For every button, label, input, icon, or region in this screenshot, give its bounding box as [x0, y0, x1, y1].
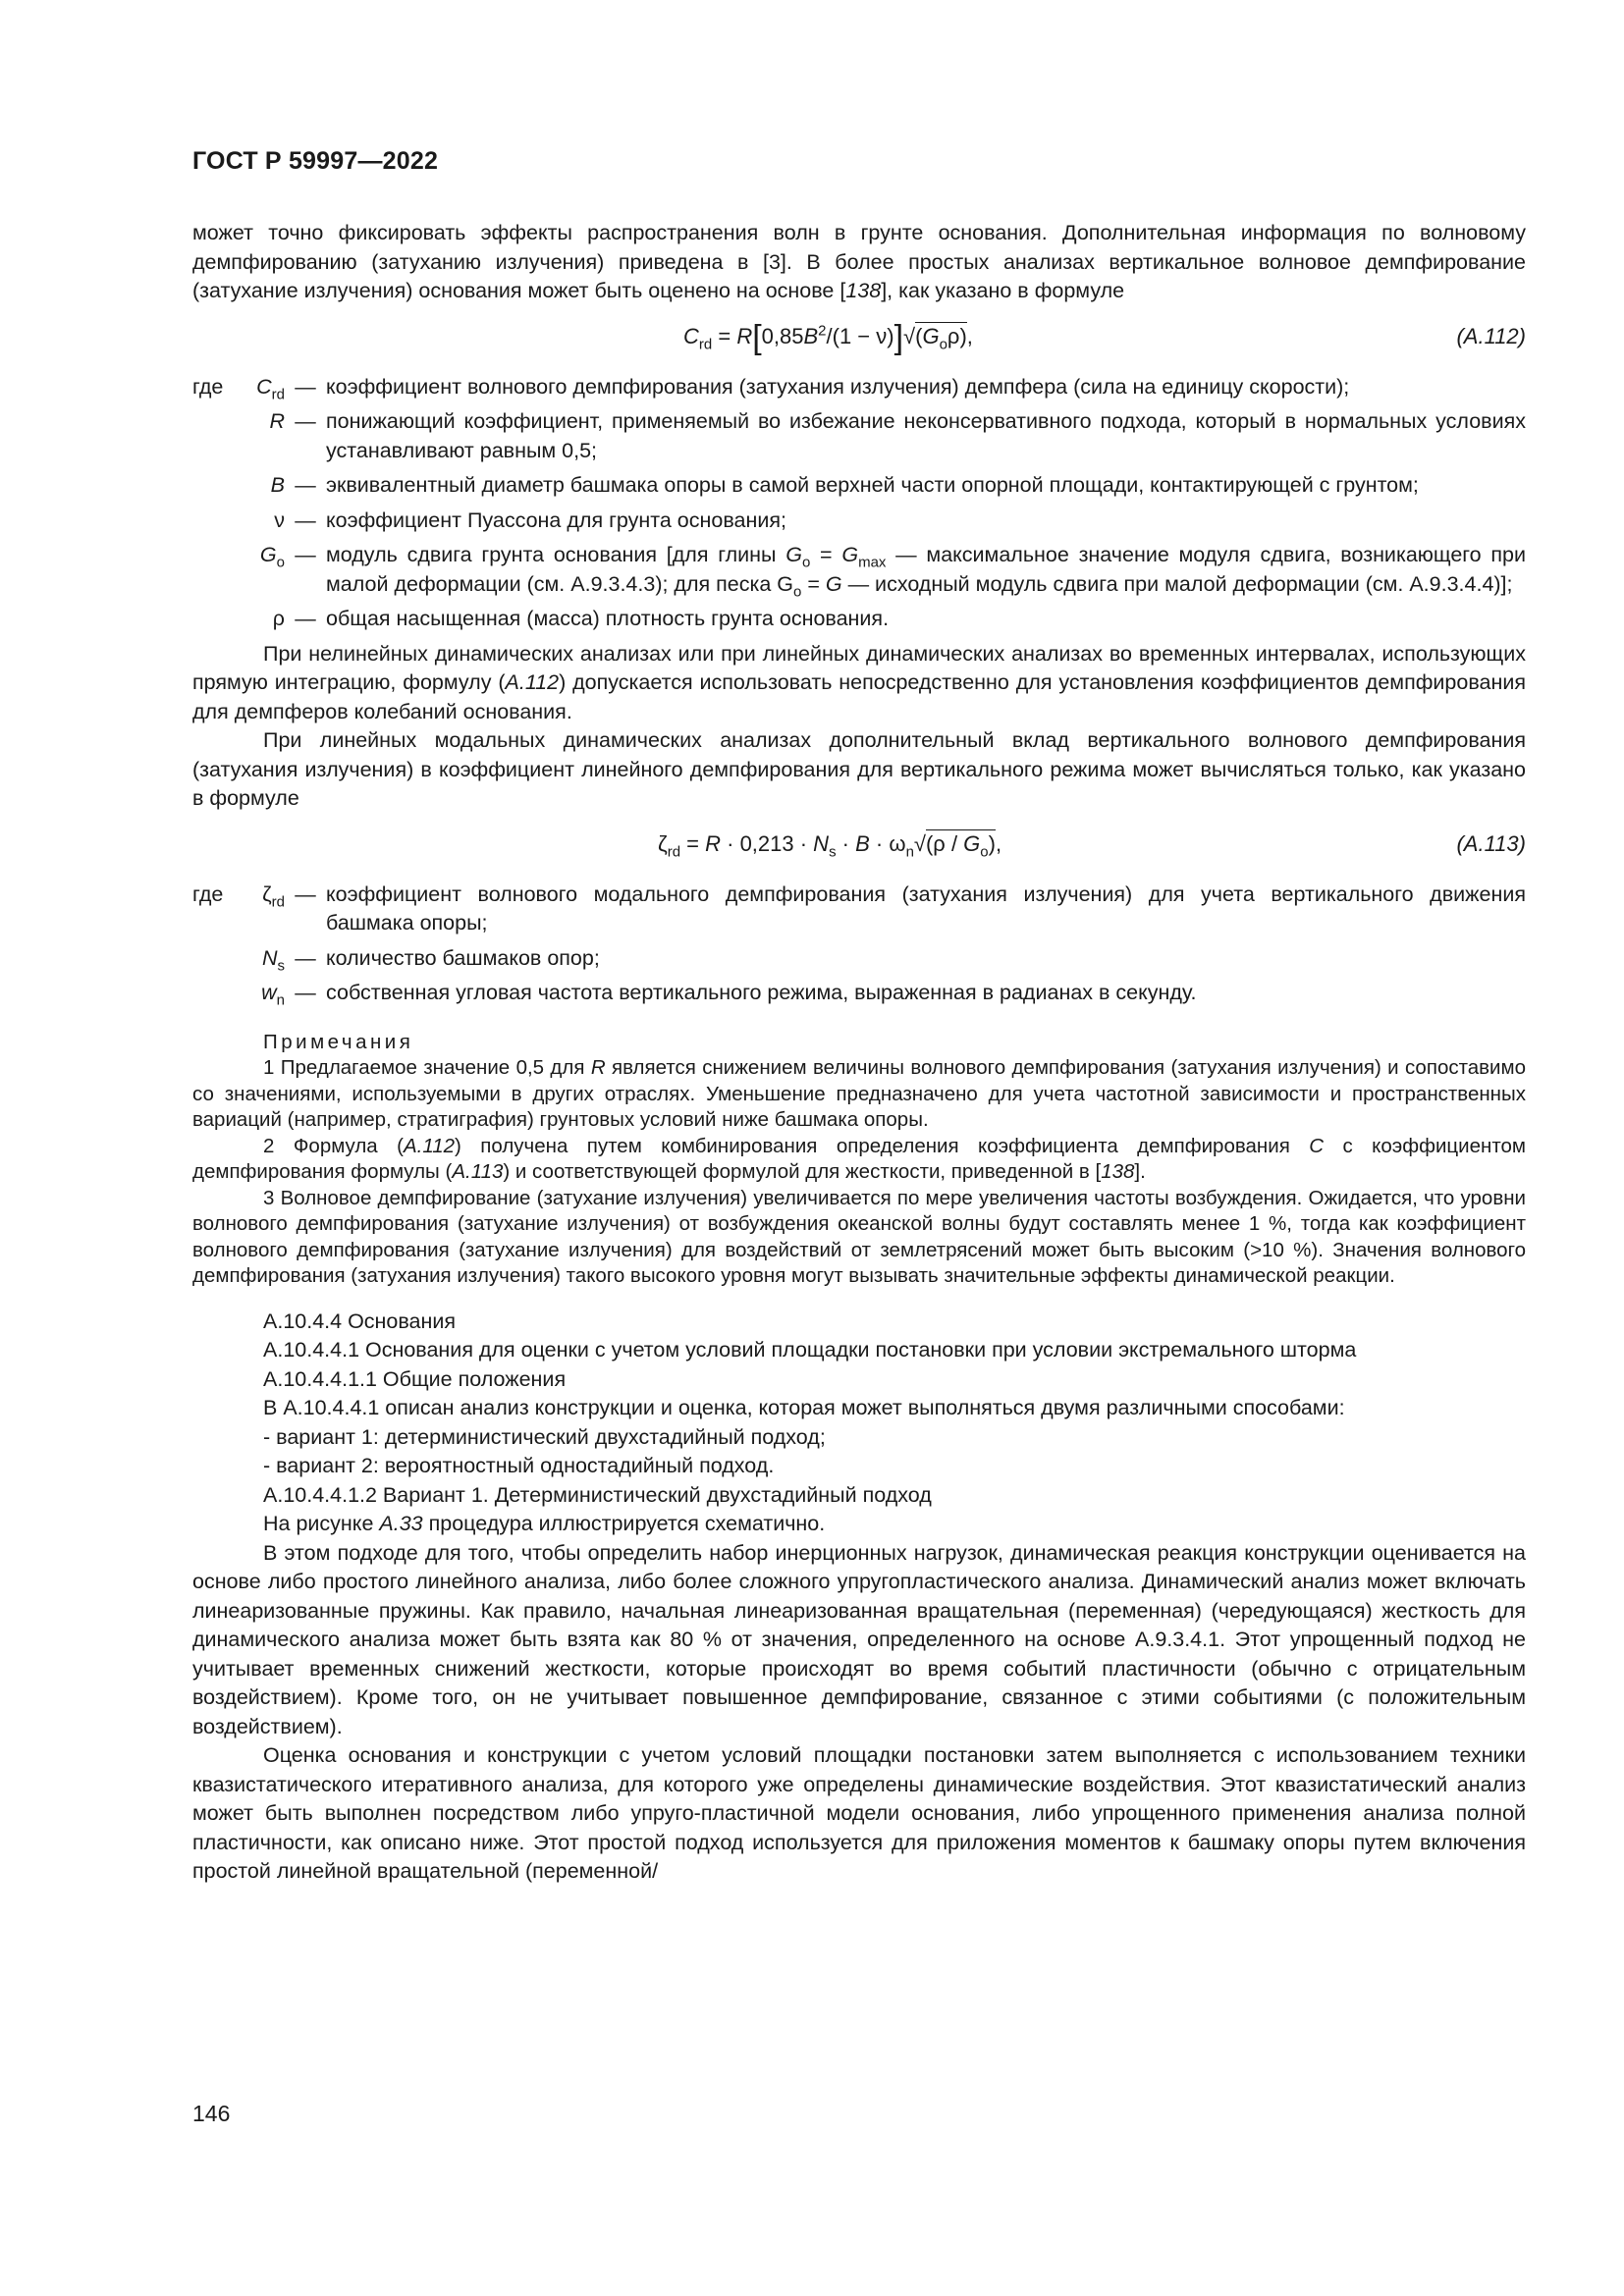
definition-item: ρ — общая насыщенная (масса) плотность грунта основания. — [272, 607, 890, 630]
definition-item: где $\zeta_{rd}$ — коэффициент волнового модального демпфирования (затухания излучения) для учета вертикального движения башмака опоры; — [192, 881, 1526, 934]
formula-a112 — [192, 310, 1526, 367]
formula-a112-number: (A.112) — [1456, 323, 1526, 348]
document-page — [192, 147, 1526, 1887]
sqrt-sign-icon: √ — [903, 323, 916, 348]
note-2: 2 Формула (A.112) получена путем комбинирования определения коэффициента демпфирования C с коэффициентом демпфирования формулы (A.113) и соответствующей формулой для жесткости, приведенной в [138]. — [192, 1134, 1526, 1183]
paragraph: В А.10.4.4.1 описан анализ конструкции и оценка, которая может выполняться двумя различными способами: — [263, 1396, 1345, 1419]
section-heading: А.10.4.4.1 Основания для оценки с учетом условий площадки постановки при условии экстремального шторма — [263, 1338, 1357, 1362]
paragraph: В этом подходе для того, чтобы определить набор инерционных нагрузок, динамическая реакция конструкции оценивается на основе либо простого линейного анализа, либо более сложного упругопластического анализа. Динамический анализ может включать линеаризованные пружины. Как правило, начальная линеаризованная вращательная (переменная) (чередующаяся) жесткость для динамического анализа может быть взята как 80 % от значения, определенного на основе А.9.3.4.1. Этот упрощенный подход не учитывает временных снижений жесткости, которые происходят во время событий пластичности (обычно с отрицательным воздействием). Кроме того, он не учитывает повышенное демпфирование, связанное с этими событиями (с положительным воздействием). — [192, 1540, 1526, 1738]
formula-a113-number: (A.113) — [1456, 830, 1526, 856]
definition-item: $G_o$ — модуль сдвига грунта основания [для глины $G_o = G_{max}$ — максимальное значение модуля сдвига, возникающего при малой деформации (см. А.9.3.4.3); для песка $G_o = G$ — исходный модуль сдвига при малой деформации (см. А.9.3.4.4)]; — [259, 543, 1526, 600]
section-heading: А.10.4.4 Основания — [263, 1308, 457, 1333]
formula-a113-expression: $\zeta_{rd} = R \cdot 0,213 \cdot N_s \cdot B \cdot \omega_n√(\rho / G_o)$, — [658, 830, 1002, 860]
document-header: ГОСТ Р 59997—2022 — [192, 147, 439, 175]
page-number: 146 — [192, 2101, 231, 2126]
formula-a112-expression: $C_{rd} = R[0,85B^2/(1 - \nu)]√(G_o\rho)$, — [683, 318, 973, 356]
paragraph: При нелинейных динамических анализах или при линейных динамических анализах во временных интервалах, использующих прямую интеграцию, формулу (A.112) допускается использовать непосредственно для установления коэффициентов демпфирования для демпферов колебаний основания. — [192, 641, 1526, 723]
definition-item: R — понижающий коэффициент, применяемый во избежание неконсервативного подхода, который в нормальных условиях устанавливают равным 0,5; — [269, 409, 1526, 462]
document-body — [192, 219, 1526, 1887]
where-list-a112 — [192, 373, 1526, 634]
paragraph: При линейных модальных динамических анализах дополнительный вклад вертикального волнового демпфирования (затухания излучения) в коэффициент линейного демпфирования для вертикального режима может вычисляться только, как указано в формуле — [192, 728, 1526, 810]
note-3: 3 Волновое демпфирование (затухание излучения) увеличивается по мере увеличения частоты возбуждения. Ожидается, что уровни волнового демпфирования (затухание излучения) от возбуждения океанской волны будут составлять менее 1 %, тогда как коэффициент волнового демпфирования (затухание излучения) для воздействий от землетрясений может быть высоким (>10 %). Значения волнового демпфирования (затухания излучения) такого высокого уровня могут вызывать значительные эффекты динамической реакции. — [192, 1186, 1526, 1287]
list-item: - вариант 2: вероятностный одностадийный подход. — [263, 1454, 775, 1477]
definition-item: где $C_{rd}$ — коэффициент волнового демпфирования (затухания излучения) демпфера (сила на единицу скорости); — [192, 374, 1350, 402]
list-item: - вариант 1: детерминистический двухстадийный подход; — [263, 1424, 826, 1449]
formula-a113 — [192, 818, 1526, 875]
definition-item: $N_s$ — количество башмаков опор; — [261, 945, 600, 974]
intro-paragraph: может точно фиксировать эффекты распространения волн в грунте основания. Дополнительная информация по волновому демпфированию (затуханию излучения) приведена в [3]. В более простых анализах вертикальное волновое демпфирование (затухание излучения) основания может быть оценено на основе [138], как указано в формуле — [192, 221, 1526, 302]
section-heading: А.10.4.4.1.2 Вариант 1. Детерминистический двухстадийный подход — [263, 1482, 932, 1507]
section-heading: А.10.4.4.1.1 Общие положения — [263, 1366, 567, 1391]
note-1: 1 Предлагаемое значение 0,5 для R является снижением величины волнового демпфирования (затухания излучения) и сопоставимо со значениями, используемыми в других отраслях. Уменьшение предназначено для учета частотной зависимости и пространственных вариаций (например, стратиграфия) грунтовых условий ниже башмака опоры. — [192, 1056, 1526, 1131]
paragraph: На рисунке A.33 процедура иллюстрируется схематично. — [263, 1512, 826, 1535]
notes-title: Примечания — [263, 1030, 414, 1053]
paragraph: Оценка основания и конструкции с учетом условий площадки постановки затем выполняется с использованием техники квазистатического итеративного анализа, для которого уже определены динамические воздействия. Этот квазистатический анализ может быть выполнен посредством либо упруго-пластичной модели основания, либо упрощенного применения анализа полной пластичности, как описано ниже. Этот простой подход используется для приложения моментов к башмаку опоры путем включения простой линейной вращательной (переменной/ — [192, 1743, 1526, 1883]
definition-item: $w_n$ — собственная угловая частота вертикального режима, выраженная в радианах в секунду. — [261, 981, 1197, 1009]
where-list-a113 — [192, 881, 1526, 1008]
definition-item: B — эквивалентный диаметр башмака опоры в самой верхней части опорной площади, контактирующей с грунтом; — [270, 473, 1419, 497]
definition-item: ν — коэффициент Пуассона для грунта основания; — [274, 507, 786, 532]
sqrt-sign-icon: √ — [913, 830, 926, 856]
